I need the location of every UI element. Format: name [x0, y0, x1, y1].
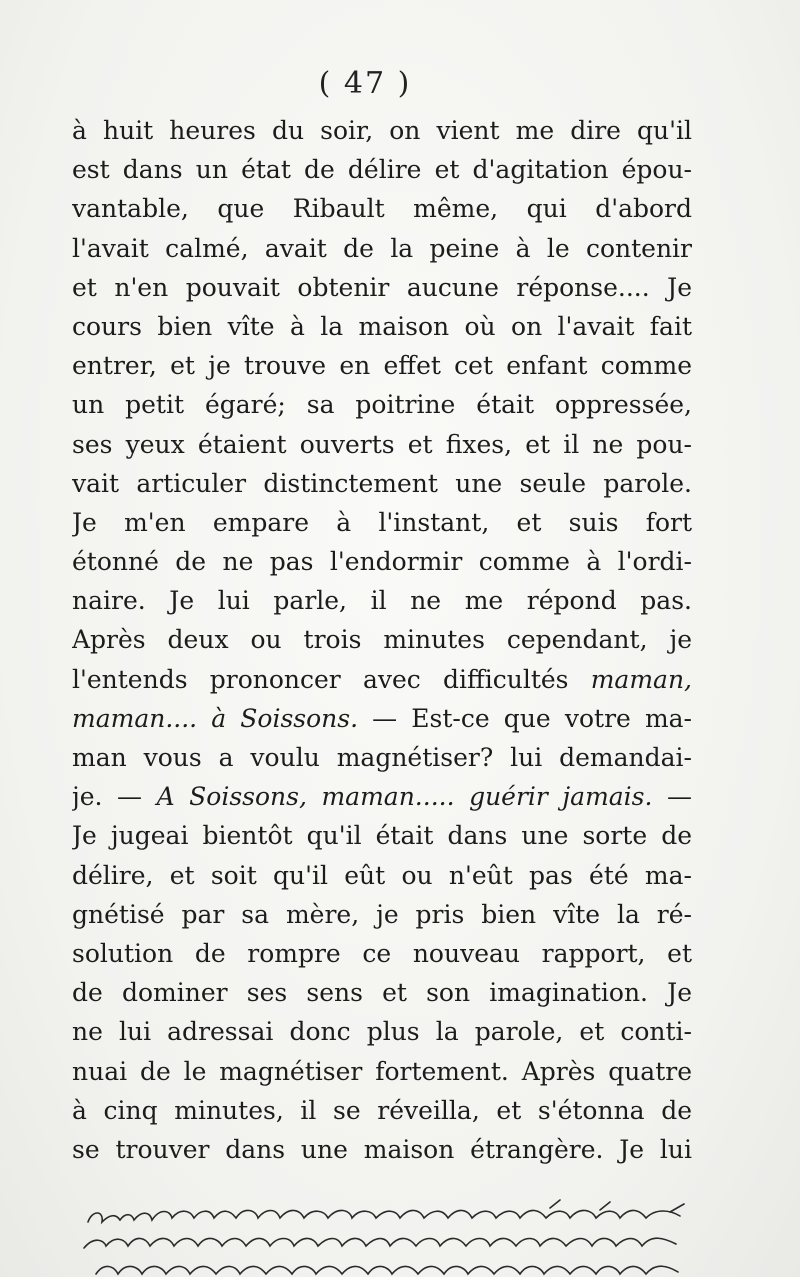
- text-line: entrer, et je trouve en effet cet enfant comme: [72, 351, 692, 381]
- text-line: ne lui adressai donc plus la parole, et conti-: [72, 1017, 692, 1047]
- text-line: man vous a voulu magnétiser? lui demandai-: [72, 743, 692, 772]
- text-line: l'avait calmé, avait de la peine à le contenir: [72, 233, 692, 263]
- text-line: Je jugeai bientôt qu'il était dans une sorte de: [72, 821, 692, 851]
- page-number: ( 47 ): [318, 66, 412, 101]
- text-line: [72, 699, 692, 738]
- text-line: gnétisé par sa mère, je pris bien vîte la ré-: [72, 899, 692, 929]
- text-line: Après deux ou trois minutes cependant, je: [72, 625, 692, 655]
- text-line: un petit égaré; sa poitrine était oppressée,: [72, 390, 692, 420]
- text-line-segment: l'entends prononcer avec difficultés: [72, 664, 591, 694]
- italic-text: A Soissons, maman..... guérir jamais.: [156, 782, 653, 812]
- body-text: [72, 111, 692, 1169]
- text-line: délire, et soit qu'il eût ou n'eût pas été ma-: [72, 860, 692, 890]
- text-line: à huit heures du soir, on vient me dire qu'il: [72, 116, 692, 145]
- text-line: est dans un état de délire et d'agitation épou-: [72, 155, 692, 185]
- text-line: se trouver dans une maison étrangère. Je lui: [72, 1134, 692, 1164]
- text-line: naire. Je lui parle, il ne me répond pas.: [72, 586, 692, 616]
- text-line: vait articuler distinctement une seule parole.: [72, 468, 692, 498]
- handwritten-scribble: [80, 1196, 700, 1277]
- text-line: nuai de le magnétiser fortement. Après quatre: [72, 1056, 692, 1086]
- text-line: [72, 660, 692, 699]
- italic-text: maman,: [590, 664, 692, 694]
- text-line-segment: je. —: [72, 782, 157, 812]
- text-line-segment: —: [652, 782, 692, 812]
- text-line: et n'en pouvait obtenir aucune réponse.... Je: [72, 272, 692, 302]
- text-line: solution de rompre ce nouveau rapport, et: [72, 938, 692, 968]
- italic-text: maman.... à Soissons.: [72, 703, 359, 733]
- text-line: à cinq minutes, il se réveilla, et s'étonna de: [72, 1095, 692, 1125]
- text-line: de dominer ses sens et son imagination. Je: [72, 978, 692, 1008]
- text-line: étonné de ne pas l'endormir comme à l'ordi-: [72, 547, 692, 577]
- text-line: [72, 777, 692, 816]
- text-line: vantable, que Ribault même, qui d'abord: [72, 194, 692, 224]
- text-line-segment: — Est-ce que votre ma-: [358, 703, 692, 733]
- text-line: cours bien vîte à la maison où on l'avait fait: [72, 311, 692, 341]
- text-line: ses yeux étaient ouverts et fixes, et il ne pou-: [72, 429, 692, 459]
- text-line: Je m'en empare à l'instant, et suis fort: [72, 507, 692, 537]
